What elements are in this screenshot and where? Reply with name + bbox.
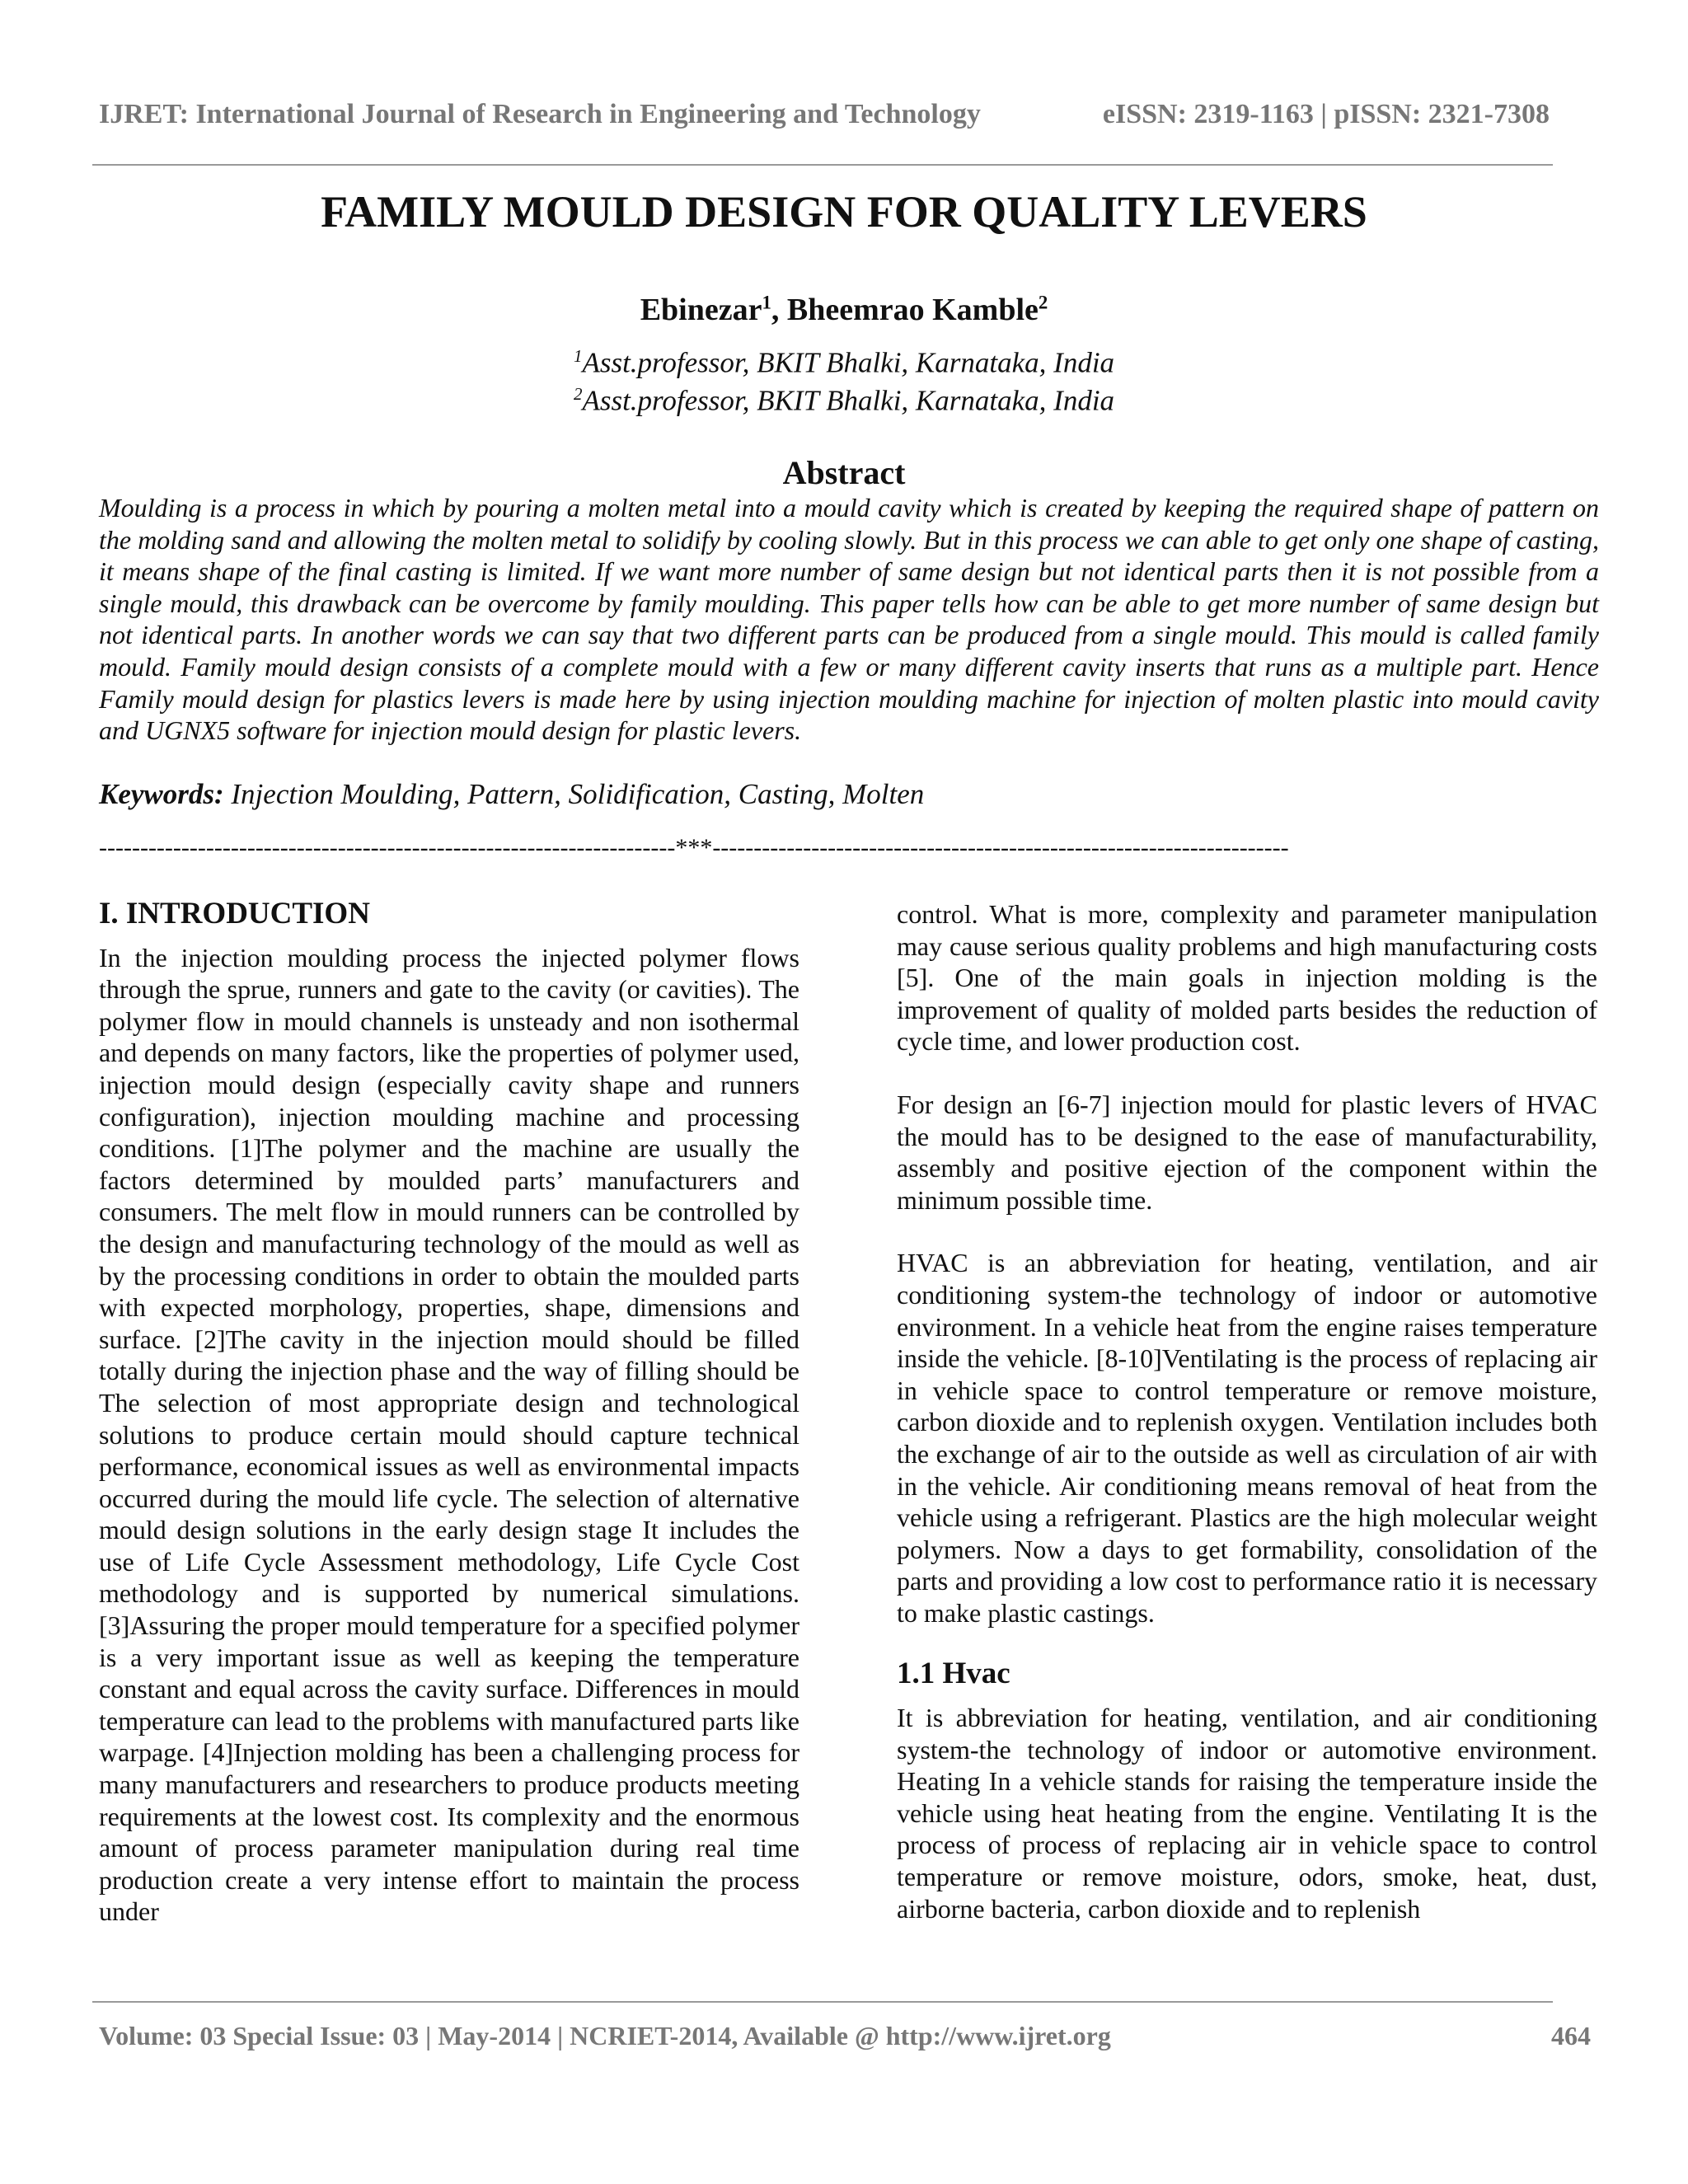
affiliation-text: Asst.professor, BKIT Bhalki, Karnataka, India [582, 346, 1115, 379]
running-footer [99, 2021, 1591, 2057]
body-paragraph: In the injection moulding process the injected polymer flows through the sprue, runners and gate to the cavity (or cavities). The polymer flow in mould channels is unsteady and non isothermal and depends on many factors, like the properties of polymer used, injection mould design (especially cavity shape and runners configuration), injection moulding machine and processing conditions. [1]The polymer and the machine are usually the factors determined by moulded parts’ manufacturers and consumers. The melt flow in mould runners can be controlled by the design and manufacturing technology of the mould as well as by the processing conditions in order to obtain the moulded parts with expected morphology, properties, shape, dimensions and surface. [2]The cavity in the injection mould should be filled totally during the injection phase and the way of filling should be The selection of most appropriate design and technological solutions to produce certain mould should capture technical performance, economical issues as well as environmental impacts occurred during the mould life cycle. The selection of alternative mould design solutions in the early design stage It includes the use of Life Cycle Assessment methodology, Life Cycle Cost methodology and is supported by numerical simulations. [3]Assuring the proper mould temperature for a specified polymer is a very important issue as well as keeping the temperature constant and equal across the cavity surface. Differences in mould temperature can lead to the problems with manufactured parts like warpage. [4]Injection molding has been a challenging process for many manufacturers and researchers to produce products meeting requirements at the lowest cost. Its complexity and the enormous amount of process parameter manipulation during real time production create a very intense effort to maintain the process under [99, 942, 799, 1927]
journal-name: IJRET: International Journal of Research in Engineering and Technology [99, 99, 981, 129]
affiliation [0, 384, 1688, 418]
body-paragraph: For design an [6-7] injection mould for plastic levers of HVAC the mould has to be designed to the ease of manufacturability, assembly and positive ejection of the component within the minimum possible time. [897, 1089, 1597, 1215]
affiliation-marker: 1 [573, 346, 583, 366]
author-affil-marker: 1 [762, 292, 771, 313]
volume-info: Volume: 03 Special Issue: 03 | May-2014 | NCRIET-2014, Available @ http://www.ijret.org [99, 2021, 1111, 2050]
keywords [99, 778, 1599, 811]
page-number: 464 [1551, 2021, 1591, 2050]
left-column [99, 898, 799, 1928]
body-paragraph: control. What is more, complexity and parameter manipulation may cause serious quality problems and high manufacturing costs [5]. One of the main goals in injection molding is the improvement of quality of molded parts besides the reduction of cycle time, and lower production cost. [897, 899, 1597, 1057]
author-affil-marker: 2 [1038, 292, 1048, 313]
author-name: Ebinezar [640, 293, 762, 327]
issn-info: eISSN: 2319-1163 | pISSN: 2321-7308 [1102, 99, 1550, 129]
running-header [99, 99, 1550, 135]
footer-divider [92, 2001, 1553, 2003]
header-divider [92, 164, 1553, 166]
paper-title: FAMILY MOULD DESIGN FOR QUALITY LEVERS [321, 187, 1367, 237]
author-separator: , [771, 293, 787, 327]
subsection-heading: 1.1 Hvac [897, 1657, 1010, 1691]
section-heading: I. INTRODUCTION [99, 897, 370, 930]
right-column [897, 898, 1597, 1924]
body-paragraph: HVAC is an abbreviation for heating, ventilation, and air conditioning system-the technology of indoor or automotive environment. In a vehicle heat from the engine raises temperature inside the vehicle. [8-10]Ventilating is the process of replacing air in vehicle space to control temperature or remove moisture, carbon dioxide and to replenish oxygen. Ventilation includes both the exchange of air to the outside as well as circulation of air with in the vehicle. Air conditioning means removal of heat from the vehicle using a refrigerant. Plastics are the high molecular weight polymers. Now a days to get formability, consolidation of the parts and providing a low cost to performance ratio it is necessary to make plastic castings. [897, 1248, 1597, 1628]
body-paragraph: It is abbreviation for heating, ventilation, and air conditioning system-the technology of indoor or automotive environment. Heating In a vehicle stands for raising the temperature inside the vehicle using heat heating from the engine. Ventilating It is the process of process of replacing air in vehicle space to control temperature or remove moisture, odors, smoke, heat, dust, airborne bacteria, carbon dioxide and to replenish [897, 1703, 1597, 1924]
affiliation-text: Asst.professor, BKIT Bhalki, Karnataka, India [582, 384, 1115, 417]
affiliation [0, 346, 1688, 380]
keywords-label: Keywords: [99, 778, 224, 810]
author-name: Bheemrao Kamble [786, 293, 1039, 327]
affiliation-marker: 2 [573, 384, 583, 404]
section-separator: ----------------------------------------------------------------------***---------------------------------------------------------------------- [99, 834, 1289, 861]
abstract-body: Moulding is a process in which by pouring a molten metal into a mould cavity which is created by keeping the required shape of pattern on the molding sand and allowing the molten metal to solidify by cooling slowly. But in this process we can able to get only one shape of casting, it means shape of the final casting is limited. If we want more number of same design but not identical parts then it is not possible from a single mould, this drawback can be overcome by family moulding. This paper tells how can be able to get more number of same design but not identical parts. In another words we can say that two different parts can be produced from a single mould. This mould is called family mould. Family mould design consists of a complete mould with a few or many different cavity inserts that runs as a multiple part. Hence Family mould design for plastics levers is made here by using injection moulding machine for injection of molten plastic into mould cavity and UGNX5 software for injection mould design for plastic levers. [99, 493, 1599, 746]
keywords-text: Injection Moulding, Pattern, Solidification, Casting, Molten [223, 778, 925, 810]
abstract-heading: Abstract [782, 454, 906, 491]
author-line [0, 292, 1688, 328]
